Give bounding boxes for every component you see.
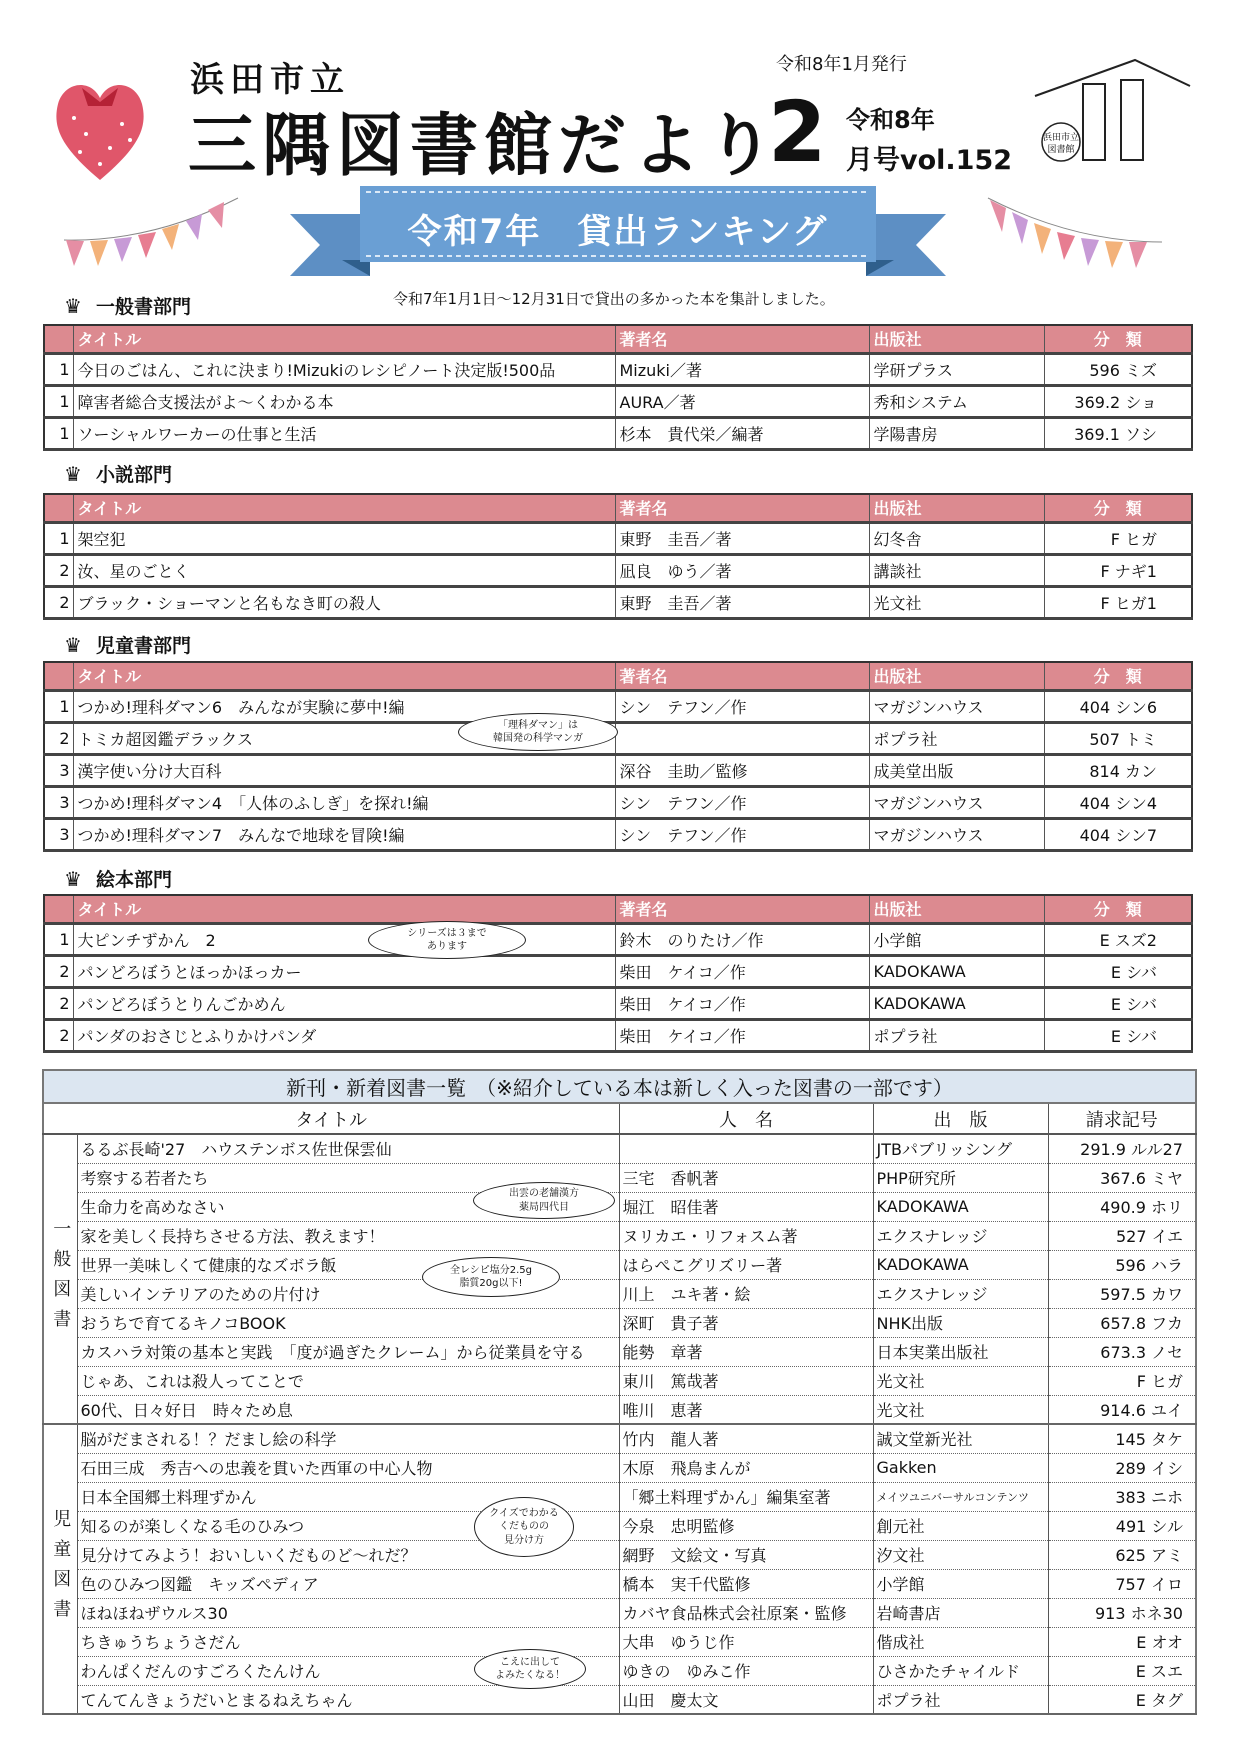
column-header-classification: 分 類 <box>1044 895 1192 923</box>
classification-cell: F ナギ1 <box>1044 554 1192 586</box>
person-cell: 木原 飛鳥まんが <box>619 1453 873 1482</box>
person-cell: 三宅 香帆著 <box>619 1163 873 1192</box>
table-row <box>43 1192 1196 1221</box>
title-cell: 世界一美味しくて健康的なズボラ飯 <box>77 1250 619 1279</box>
table-row <box>43 1134 1196 1163</box>
title-cell: 脳がだまされる！？だまし絵の科学 <box>77 1424 619 1453</box>
section-heading <box>64 292 191 319</box>
table-row <box>43 1627 1196 1656</box>
table-row <box>44 522 1192 554</box>
call-number-cell: E スエ <box>1048 1656 1196 1685</box>
speech-bubble-callout: 全レシピ塩分2.5g 脂質20g以下! <box>422 1257 560 1297</box>
person-cell: 今泉 忠明監修 <box>619 1511 873 1540</box>
publisher-cell: PHP研究所 <box>873 1163 1048 1192</box>
rank-cell: 1 <box>44 353 73 385</box>
title-cell: ソーシャルワーカーの仕事と生活 <box>73 417 615 449</box>
ranking-table <box>43 324 1193 451</box>
title-cell: カスハラ対策の基本と実践 「度が過ぎたクレーム」から従業員を守る <box>77 1337 619 1366</box>
author-cell: 柴田 ケイコ／作 <box>615 1019 869 1051</box>
column-header-publisher: 出版社 <box>869 662 1044 690</box>
column-header-rank <box>44 895 73 923</box>
title-cell: 漢字使い分け大百科 <box>73 754 615 786</box>
classification-cell: 369.1 ソシ <box>1044 417 1192 449</box>
table-row <box>44 987 1192 1019</box>
column-header-rank <box>44 494 73 522</box>
section-heading <box>64 631 191 658</box>
table-row <box>44 722 1192 754</box>
person-cell: 網野 文絵文・写真 <box>619 1540 873 1569</box>
classification-cell: F ヒガ <box>1044 522 1192 554</box>
library-house-logo <box>1025 56 1195 166</box>
author-cell: 柴田 ケイコ／作 <box>615 987 869 1019</box>
title-cell: 見分けてみよう！おいしいくだものど～れだ？ <box>77 1540 619 1569</box>
publisher-cell: 汐文社 <box>873 1540 1048 1569</box>
rank-cell: 1 <box>44 417 73 449</box>
table-row <box>44 586 1192 618</box>
table-row <box>43 1424 1196 1453</box>
publisher-cell: エクスナレッジ <box>873 1221 1048 1250</box>
ranking-table <box>43 894 1193 1053</box>
column-header-publisher: 出版社 <box>869 494 1044 522</box>
table-row <box>43 1540 1196 1569</box>
table-row <box>43 1656 1196 1685</box>
publisher-cell: JTBパブリッシング <box>873 1134 1048 1163</box>
table-row <box>43 1482 1196 1511</box>
table-row <box>44 1019 1192 1051</box>
call-number-cell: 914.6 ユイ <box>1048 1395 1196 1424</box>
bunting-right-decoration <box>984 196 1164 276</box>
author-cell: 深谷 圭助／監修 <box>615 754 869 786</box>
title-cell: 今日のごはん、これに決まり!Mizukiのレシピノート決定版!500品 <box>73 353 615 385</box>
person-cell: 東川 篤哉著 <box>619 1366 873 1395</box>
ranking-period-note: 令和7年1月1日～12月31日で貸出の多かった本を集計しました。 <box>393 290 835 308</box>
person-cell: 「郷土料理ずかん」編集室著 <box>619 1482 873 1511</box>
person-cell: カバヤ食品株式会社原案・監修 <box>619 1598 873 1627</box>
call-number-cell: 597.5 カワ <box>1048 1279 1196 1308</box>
issue-year: 令和8年 <box>846 106 935 134</box>
rank-cell: 2 <box>44 1019 73 1051</box>
classification-cell: E シバ <box>1044 1019 1192 1051</box>
person-cell: はらぺこグリズリー著 <box>619 1250 873 1279</box>
publisher-cell: メイツユニバーサルコンテンツ <box>873 1482 1048 1511</box>
title-cell: パンダのおさじとふりかけパンダ <box>73 1019 615 1051</box>
table-row <box>43 1221 1196 1250</box>
title-cell: 汝、星のごとく <box>73 554 615 586</box>
ranking-table <box>43 661 1193 852</box>
title-cell: ちきゅうちょうさだん <box>77 1627 619 1656</box>
publisher-cell: 創元社 <box>873 1511 1048 1540</box>
crown-icon: ♛ <box>64 866 82 891</box>
call-number-cell: 145 タケ <box>1048 1424 1196 1453</box>
speech-bubble-callout: 出雲の老舗漢方 薬局四代目 <box>473 1182 615 1219</box>
classification-cell: E シバ <box>1044 987 1192 1019</box>
column-header-rank <box>44 662 73 690</box>
title-cell: 日本全国郷土料理ずかん <box>77 1482 619 1511</box>
table-row <box>43 1250 1196 1279</box>
svg-text:浜田市立: 浜田市立 <box>1042 133 1080 143</box>
title-cell: つかめ!理科ダマン7 みんなで地球を冒険!編 <box>73 818 615 850</box>
author-cell: 東野 圭吾／著 <box>615 586 869 618</box>
table-row <box>44 955 1192 987</box>
person-cell: 竹内 龍人著 <box>619 1424 873 1453</box>
title-cell: ほねほねザウルス30 <box>77 1598 619 1627</box>
author-cell <box>615 722 869 754</box>
author-cell: 凪良 ゆう／著 <box>615 554 869 586</box>
rank-cell: 1 <box>44 385 73 417</box>
call-number-cell: 289 イシ <box>1048 1453 1196 1482</box>
author-cell: Mizuki／著 <box>615 353 869 385</box>
ranking-banner-title: 令和7年 貸出ランキング <box>407 212 829 252</box>
person-cell: ヌリカエ・リフォスム著 <box>619 1221 873 1250</box>
publisher-cell: 幻冬舎 <box>869 522 1044 554</box>
rank-cell: 3 <box>44 818 73 850</box>
title-cell: 考察する若者たち <box>77 1163 619 1192</box>
call-number-cell: 367.6 ミヤ <box>1048 1163 1196 1192</box>
publisher-cell: 光文社 <box>869 586 1044 618</box>
table-row <box>44 690 1192 722</box>
table-row <box>43 1511 1196 1540</box>
table-row <box>43 1337 1196 1366</box>
title-cell: トミカ超図鑑デラックス <box>73 722 615 754</box>
publisher-cell: NHK出版 <box>873 1308 1048 1337</box>
rank-cell: 2 <box>44 987 73 1019</box>
call-number-cell: E タグ <box>1048 1685 1196 1714</box>
classification-cell: E シバ <box>1044 955 1192 987</box>
title-cell: 生命力を高めなさい <box>77 1192 619 1221</box>
issue-month: 2 <box>768 83 827 181</box>
group-label: 児童図書 <box>43 1424 77 1714</box>
table-row <box>44 417 1192 449</box>
section-title: 児童書部門 <box>95 635 191 657</box>
publisher-cell: KADOKAWA <box>869 955 1044 987</box>
title-cell: つかめ!理科ダマン6 みんなが実験に夢中!編 <box>73 690 615 722</box>
section-title: 一般書部門 <box>95 296 191 318</box>
publisher-cell: 成美堂出版 <box>869 754 1044 786</box>
call-number-cell: 596 ハラ <box>1048 1250 1196 1279</box>
svg-text:図書館: 図書館 <box>1047 145 1075 155</box>
author-cell: シン テフン／作 <box>615 786 869 818</box>
person-cell: 能勢 章著 <box>619 1337 873 1366</box>
classification-cell: F ヒガ1 <box>1044 586 1192 618</box>
classification-cell: 404 シン7 <box>1044 818 1192 850</box>
speech-bubble-callout: 「理科ダマン」は 韓国発の科学マンガ <box>458 713 618 751</box>
author-cell: 東野 圭吾／著 <box>615 522 869 554</box>
publisher-cell: 岩崎書店 <box>873 1598 1048 1627</box>
column-header-title: タイトル <box>43 1103 619 1134</box>
table-row <box>44 786 1192 818</box>
title-cell: 石田三成 秀吉への忠義を貫いた西軍の中心人物 <box>77 1453 619 1482</box>
person-cell <box>619 1134 873 1163</box>
author-cell: AURA／著 <box>615 385 869 417</box>
table-row <box>43 1569 1196 1598</box>
rank-cell: 2 <box>44 722 73 754</box>
table-row <box>43 1685 1196 1714</box>
column-header-author: 著者名 <box>615 662 869 690</box>
title-cell: 架空犯 <box>73 522 615 554</box>
new-books-table <box>42 1069 1197 1715</box>
table-row <box>44 754 1192 786</box>
classification-cell: 369.2 ショ <box>1044 385 1192 417</box>
call-number-cell: 383 ニホ <box>1048 1482 1196 1511</box>
rank-cell: 2 <box>44 586 73 618</box>
publisher-cell: KADOKAWA <box>873 1250 1048 1279</box>
speech-bubble-callout: シリーズは３まで あります <box>368 921 526 959</box>
title-cell: わんぱくだんのすごろくたんけん <box>77 1656 619 1685</box>
call-number-cell: 757 イロ <box>1048 1569 1196 1598</box>
title-cell: 色のひみつ図鑑 キッズペディア <box>77 1569 619 1598</box>
person-cell: 深町 貴子著 <box>619 1308 873 1337</box>
publisher-cell: 小学館 <box>873 1569 1048 1598</box>
issue-volume: 月号vol.152 <box>846 145 1013 176</box>
ranking-header-row <box>44 662 1192 690</box>
table-row <box>44 385 1192 417</box>
column-header-author: 著者名 <box>615 494 869 522</box>
table-row <box>43 1163 1196 1192</box>
speech-bubble-callout: こえに出して よみたくなる！ <box>474 1649 586 1689</box>
author-cell: 柴田 ケイコ／作 <box>615 955 869 987</box>
classification-cell: 507 トミ <box>1044 722 1192 754</box>
title-cell: おうちで育てるキノコBOOK <box>77 1308 619 1337</box>
crown-icon: ♛ <box>64 461 82 486</box>
classification-cell: 404 シン4 <box>1044 786 1192 818</box>
newsletter-title: 三隅図書館だより <box>188 107 781 186</box>
publisher-cell: KADOKAWA <box>869 987 1044 1019</box>
ranking-header-row <box>44 325 1192 353</box>
title-cell: るるぶ長崎'27 ハウステンボス佐世保雲仙 <box>77 1134 619 1163</box>
classification-cell: E スズ2 <box>1044 923 1192 955</box>
publisher-cell: 秀和システム <box>869 385 1044 417</box>
title-cell: パンどろぼうとりんごかめん <box>73 987 615 1019</box>
column-header-call-number: 請求記号 <box>1048 1103 1196 1134</box>
title-cell: 大ピンチずかん 2 <box>73 923 615 955</box>
publisher-cell: KADOKAWA <box>873 1192 1048 1221</box>
table-row <box>44 818 1192 850</box>
ranking-table <box>43 493 1193 620</box>
rank-cell: 2 <box>44 554 73 586</box>
crown-icon: ♛ <box>64 293 82 318</box>
classification-cell: 814 カン <box>1044 754 1192 786</box>
table-row <box>44 353 1192 385</box>
column-header-publisher: 出版社 <box>869 325 1044 353</box>
speech-bubble-callout: クイズでわかる くだものの 見分け方 <box>474 1497 574 1557</box>
publisher-cell: マガジンハウス <box>869 818 1044 850</box>
column-header-title: タイトル <box>73 895 615 923</box>
table-row <box>43 1598 1196 1627</box>
publisher-cell: 学研プラス <box>869 353 1044 385</box>
table-row <box>43 1366 1196 1395</box>
person-cell: ゆきの ゆみこ作 <box>619 1656 873 1685</box>
author-cell: シン テフン／作 <box>615 818 869 850</box>
table-row <box>44 554 1192 586</box>
publisher-cell: エクスナレッジ <box>873 1279 1048 1308</box>
section-title: 小説部門 <box>95 464 172 486</box>
call-number-cell: 673.3 ノセ <box>1048 1337 1196 1366</box>
person-cell: 大串 ゆうじ作 <box>619 1627 873 1656</box>
publisher-cell: 偕成社 <box>873 1627 1048 1656</box>
title-cell: 60代、日々好日 時々ため息 <box>77 1395 619 1424</box>
column-header-title: タイトル <box>73 325 615 353</box>
issue-date: 令和8年1月発行 <box>776 54 907 75</box>
publisher-cell: マガジンハウス <box>869 690 1044 722</box>
table-row <box>43 1308 1196 1337</box>
ranking-header-row <box>44 494 1192 522</box>
publisher-cell: ポプラ社 <box>869 722 1044 754</box>
title-cell: パンどろぼうとほっかほっカー <box>73 955 615 987</box>
publisher-cell: ポプラ社 <box>869 1019 1044 1051</box>
publisher-cell: 学陽書房 <box>869 417 1044 449</box>
title-cell: じゃあ、これは殺人ってことで <box>77 1366 619 1395</box>
column-header-publisher: 出版社 <box>869 895 1044 923</box>
call-number-cell: 657.8 フカ <box>1048 1308 1196 1337</box>
call-number-cell: 291.9 ルル27 <box>1048 1134 1196 1163</box>
crown-icon: ♛ <box>64 632 82 657</box>
table-row <box>44 923 1192 955</box>
section-heading <box>64 865 172 892</box>
rank-cell: 1 <box>44 690 73 722</box>
column-header-classification: 分 類 <box>1044 325 1192 353</box>
rank-cell: 1 <box>44 923 73 955</box>
heart-gift-illustration <box>52 68 148 186</box>
column-header-author: 著者名 <box>615 325 869 353</box>
publisher-cell: ポプラ社 <box>873 1685 1048 1714</box>
library-city-label: 浜田市立 <box>190 60 350 100</box>
table-row <box>43 1453 1196 1482</box>
group-label: 一般図書 <box>43 1134 77 1424</box>
call-number-cell: E オオ <box>1048 1627 1196 1656</box>
ranking-header-row <box>44 895 1192 923</box>
call-number-cell: 625 アミ <box>1048 1540 1196 1569</box>
title-cell: てんてんきょうだいとまるねえちゃん <box>77 1685 619 1714</box>
person-cell: 川上 ユキ著・絵 <box>619 1279 873 1308</box>
call-number-cell: 913 ホネ30 <box>1048 1598 1196 1627</box>
call-number-cell: 527 イエ <box>1048 1221 1196 1250</box>
publisher-cell: 光文社 <box>873 1366 1048 1395</box>
publisher-cell: 日本実業出版社 <box>873 1337 1048 1366</box>
publisher-cell: ひさかたチャイルド <box>873 1656 1048 1685</box>
title-cell: ブラック・ショーマンと名もなき町の殺人 <box>73 586 615 618</box>
author-cell: 杉本 貴代栄／編著 <box>615 417 869 449</box>
rank-cell: 2 <box>44 955 73 987</box>
publisher-cell: マガジンハウス <box>869 786 1044 818</box>
section-title: 絵本部門 <box>95 869 172 891</box>
call-number-cell: 490.9 ホリ <box>1048 1192 1196 1221</box>
title-cell: 知るのが楽しくなる毛のひみつ <box>77 1511 619 1540</box>
column-header-rank <box>44 325 73 353</box>
call-number-cell: F ヒガ <box>1048 1366 1196 1395</box>
title-cell: 家を美しく長持ちさせる方法、教えます！ <box>77 1221 619 1250</box>
table-row <box>43 1395 1196 1424</box>
bunting-left-decoration <box>62 196 242 276</box>
rank-cell: 1 <box>44 522 73 554</box>
publisher-cell: 小学館 <box>869 923 1044 955</box>
classification-cell: 404 シン6 <box>1044 690 1192 722</box>
person-cell: 唯川 恵著 <box>619 1395 873 1424</box>
column-header-publisher: 出 版 <box>873 1103 1048 1134</box>
publisher-cell: 講談社 <box>869 554 1044 586</box>
column-header-title: タイトル <box>73 494 615 522</box>
call-number-cell: 491 シル <box>1048 1511 1196 1540</box>
person-cell: 山田 慶太文 <box>619 1685 873 1714</box>
table-row <box>43 1279 1196 1308</box>
column-header-classification: 分 類 <box>1044 662 1192 690</box>
publisher-cell: 誠文堂新光社 <box>873 1424 1048 1453</box>
classification-cell: 596 ミズ <box>1044 353 1192 385</box>
column-header-author: 著者名 <box>615 895 869 923</box>
author-cell: シン テフン／作 <box>615 690 869 722</box>
person-cell: 堀江 昭佳著 <box>619 1192 873 1221</box>
title-cell: つかめ!理科ダマン4 「人体のふしぎ」を探れ!編 <box>73 786 615 818</box>
person-cell: 橋本 実千代監修 <box>619 1569 873 1598</box>
author-cell: 鈴木 のりたけ／作 <box>615 923 869 955</box>
title-cell: 障害者総合支援法がよ～くわかる本 <box>73 385 615 417</box>
new-books-caption: 新刊・新着図書一覧 （※紹介している本は新しく入った図書の一部です） <box>43 1070 1196 1103</box>
publisher-cell: 光文社 <box>873 1395 1048 1424</box>
title-cell: 美しいインテリアのための片付け <box>77 1279 619 1308</box>
rank-cell: 3 <box>44 754 73 786</box>
column-header-title: タイトル <box>73 662 615 690</box>
column-header-person: 人 名 <box>619 1103 873 1134</box>
rank-cell: 3 <box>44 786 73 818</box>
section-heading <box>64 460 172 487</box>
publisher-cell: Gakken <box>873 1453 1048 1482</box>
column-header-classification: 分 類 <box>1044 494 1192 522</box>
